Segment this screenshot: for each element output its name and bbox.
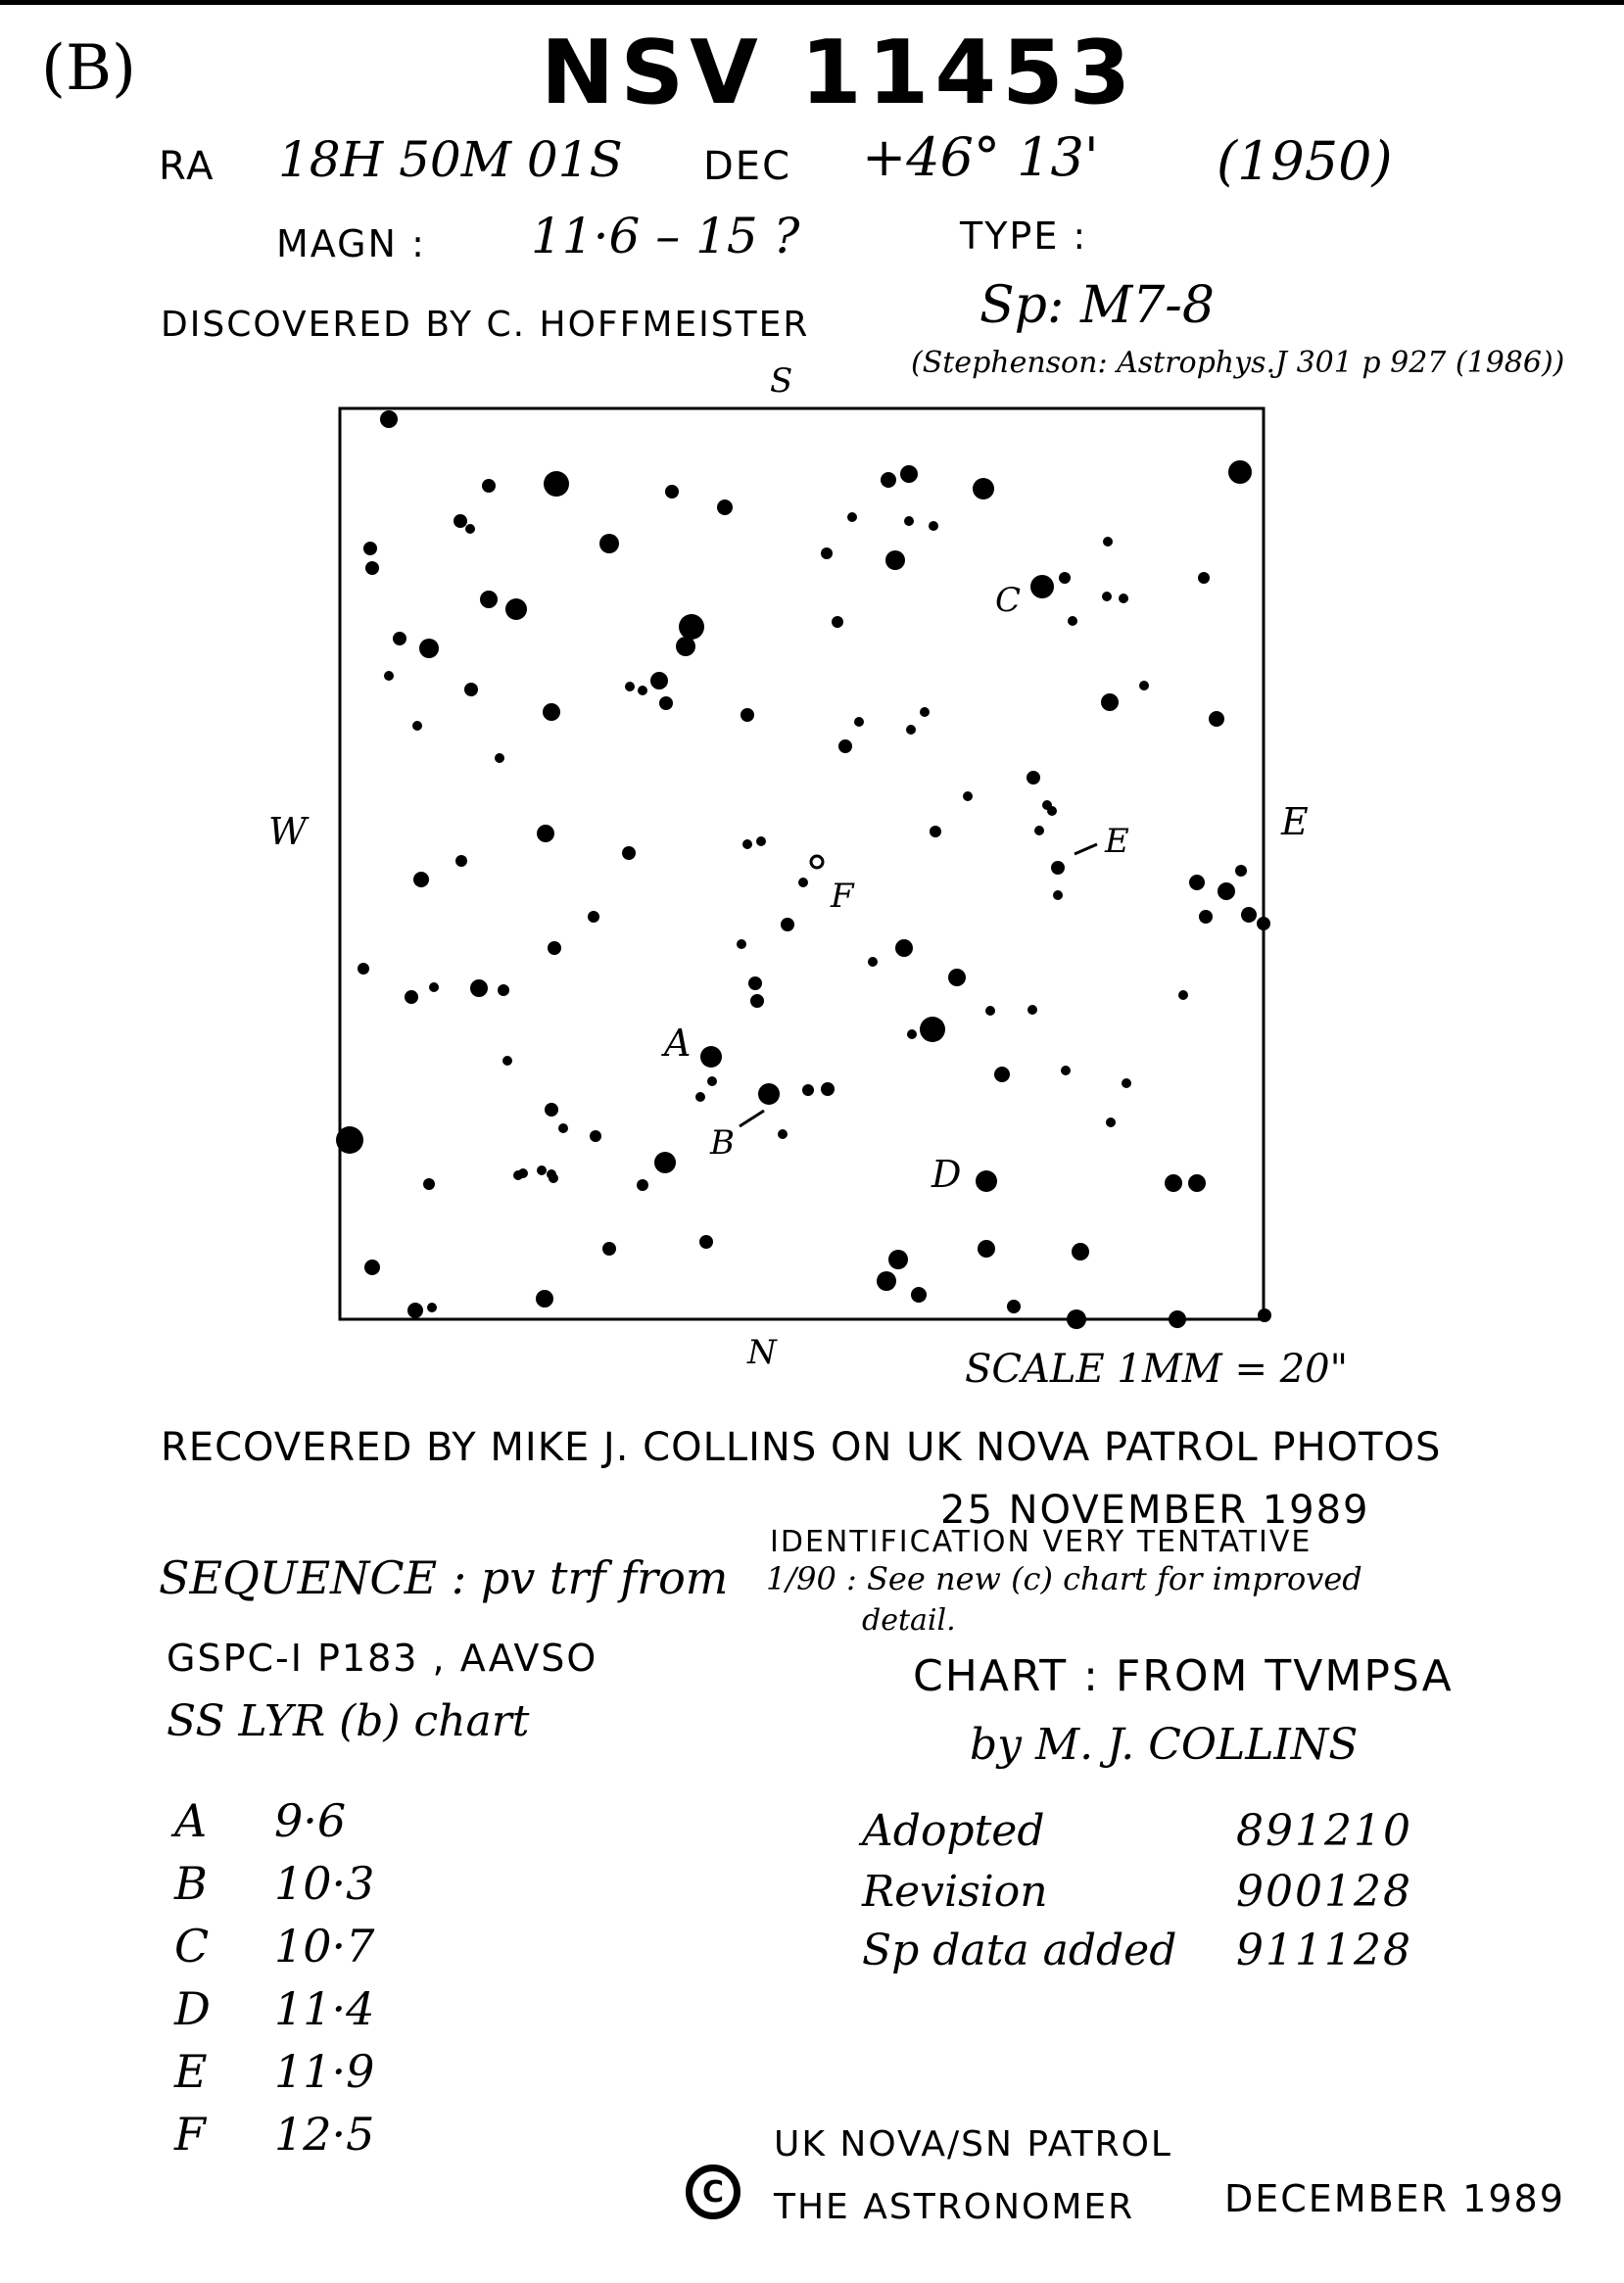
footer-publication: THE ASTRONOMER [774, 2187, 1135, 2227]
star [1072, 1243, 1089, 1260]
star [1178, 990, 1188, 1000]
star [1188, 1174, 1206, 1192]
star [407, 1303, 423, 1318]
star [963, 791, 973, 801]
star [900, 465, 918, 483]
star [904, 516, 914, 526]
star [590, 1130, 601, 1142]
sequence-magnitude: 9·6 [274, 1794, 347, 1847]
star [994, 1067, 1010, 1082]
star [1034, 826, 1044, 835]
star [413, 872, 429, 887]
star [973, 478, 994, 499]
star [1198, 572, 1210, 584]
star [699, 1235, 713, 1249]
star [877, 1271, 896, 1291]
star [602, 1242, 616, 1256]
star [336, 1126, 363, 1154]
copyright-icon: C [686, 2164, 740, 2219]
star [1209, 711, 1224, 727]
star-label-d: D [931, 1153, 962, 1196]
star [929, 521, 938, 531]
magnitude-range: 11·6 – 15 ? [531, 208, 800, 264]
page-title: NSV 11453 [541, 22, 1137, 124]
star [930, 826, 941, 837]
star [1101, 693, 1119, 711]
star [1165, 1174, 1182, 1192]
identification-note: IDENTIFICATION VERY TENTATIVE [770, 1525, 1313, 1559]
star [654, 1152, 676, 1173]
star [1047, 806, 1057, 816]
footer-organisation: UK NOVA/SN PATROL [774, 2124, 1172, 2164]
epoch: (1950) [1217, 130, 1393, 192]
star [1027, 1005, 1037, 1015]
sequence-source-1: SEQUENCE : pv trf from [159, 1551, 729, 1604]
star [429, 982, 439, 992]
star [920, 1017, 945, 1042]
star [1053, 890, 1063, 900]
star [518, 1168, 528, 1178]
star [707, 1076, 717, 1086]
spectrum-reference: (Stephenson: Astrophys.J 301 p 927 (1986)) [911, 346, 1565, 380]
star [482, 479, 496, 493]
star [650, 672, 668, 690]
version-date: 891210 [1236, 1806, 1412, 1856]
chart-scale: SCALE 1MM = 20" [965, 1347, 1348, 1392]
star [758, 1083, 780, 1105]
direction-west: W [268, 810, 308, 853]
spectral-type: Sp: M7-8 [979, 276, 1215, 335]
star [1235, 865, 1247, 877]
star [363, 542, 377, 555]
star [544, 471, 569, 497]
star [1258, 1308, 1271, 1322]
sequence-magnitude: 11·9 [274, 2045, 375, 2098]
star [740, 708, 754, 722]
dec-label: DEC [703, 144, 792, 189]
direction-north: N [747, 1333, 777, 1372]
chart-variant-label: (B) [41, 32, 136, 105]
star [1103, 537, 1113, 547]
magnitude-label: MAGN : [276, 222, 426, 265]
label-leaders [740, 844, 1097, 1126]
star [638, 686, 647, 695]
direction-east: E [1281, 800, 1309, 843]
star [679, 614, 704, 640]
star [781, 918, 794, 931]
star [798, 878, 808, 887]
star [405, 990, 418, 1004]
star [1061, 1066, 1071, 1075]
star [802, 1084, 814, 1096]
star [895, 939, 913, 957]
star [695, 1092, 705, 1102]
star [537, 1165, 547, 1175]
star [907, 1029, 917, 1039]
star [622, 846, 636, 860]
chart-border [340, 408, 1264, 1319]
star [1139, 681, 1149, 690]
star [588, 911, 599, 923]
star [419, 639, 439, 658]
direction-south: S [770, 361, 793, 401]
star [427, 1303, 437, 1312]
star [881, 472, 896, 488]
star [920, 707, 930, 717]
star [1007, 1300, 1021, 1313]
star [948, 969, 966, 986]
star [1059, 572, 1071, 584]
star [911, 1287, 927, 1303]
star [1030, 575, 1054, 598]
star [1102, 592, 1112, 601]
star [423, 1178, 435, 1190]
star [1241, 907, 1257, 923]
version-label: Revision [862, 1867, 1048, 1917]
type-label: TYPE : [960, 214, 1088, 258]
discovered-by: DISCOVERED BY C. HOFFMEISTER [161, 305, 810, 345]
sequence-magnitude: 12·5 [274, 2108, 375, 2161]
sequence-star: C [174, 1920, 210, 1973]
star [1027, 771, 1040, 785]
star [549, 1173, 558, 1183]
star-field [336, 410, 1271, 1329]
star [885, 550, 905, 570]
ra-label: RA [159, 144, 215, 189]
sequence-magnitude: 11·4 [274, 1982, 375, 2035]
star [625, 682, 635, 691]
star [778, 1129, 788, 1139]
star [465, 524, 475, 534]
star [599, 534, 619, 553]
star [502, 1056, 512, 1066]
sequence-star: E [174, 2045, 208, 2098]
star [756, 836, 766, 846]
star-label-e: E [1105, 822, 1129, 861]
star [1169, 1310, 1186, 1328]
star [868, 957, 878, 967]
star [985, 1006, 995, 1016]
star [659, 696, 673, 710]
star [1189, 875, 1205, 890]
star [832, 616, 843, 628]
star [358, 963, 369, 975]
sequence-star: A [174, 1794, 208, 1847]
sequence-magnitude: 10·7 [274, 1920, 375, 1973]
version-date: 911128 [1236, 1926, 1412, 1975]
recovered-date: 25 NOVEMBER 1989 [940, 1488, 1370, 1533]
star [1067, 1309, 1086, 1329]
star [700, 1046, 722, 1068]
sequence-star: D [174, 1982, 211, 2035]
star [480, 591, 498, 608]
star [545, 1103, 558, 1117]
star [748, 976, 762, 990]
star [537, 825, 554, 842]
star-label-a: A [664, 1022, 692, 1065]
star [976, 1170, 997, 1192]
star-label-f: F [831, 877, 854, 916]
revision-note: 1/90 : See new (c) chart for improved [766, 1560, 1362, 1597]
star [717, 499, 733, 515]
version-label: Adopted [862, 1806, 1045, 1856]
star [393, 632, 406, 645]
star [470, 979, 488, 997]
sequence-source-2: GSPC-I P183 , AAVSO [167, 1637, 598, 1680]
version-date: 900128 [1236, 1867, 1412, 1917]
star [384, 671, 394, 681]
star [455, 855, 467, 867]
star [1051, 861, 1065, 875]
dec-value: +46° 13' [862, 126, 1099, 188]
star [838, 739, 852, 753]
star [464, 683, 478, 696]
star [412, 721, 422, 731]
star [365, 561, 379, 575]
chart-source: CHART : FROM TVMPSA [913, 1651, 1454, 1701]
star [821, 1082, 835, 1096]
star [364, 1260, 380, 1275]
star [676, 637, 695, 656]
sequence-magnitude: 10·3 [274, 1857, 375, 1910]
star [821, 547, 833, 559]
star [498, 984, 509, 996]
chart-author: by M. J. COLLINS [970, 1720, 1359, 1770]
star [750, 994, 764, 1008]
star [1218, 882, 1235, 900]
star [495, 753, 504, 763]
star [1228, 460, 1252, 484]
star [888, 1250, 908, 1269]
sequence-star: F [174, 2108, 206, 2161]
variable-star-marker [811, 856, 823, 868]
star [906, 725, 916, 735]
leader-b [740, 1111, 764, 1126]
star [454, 514, 467, 528]
star [380, 410, 398, 428]
star [637, 1179, 648, 1191]
star [854, 717, 864, 727]
star [847, 512, 857, 522]
version-label: Sp data added [862, 1926, 1177, 1975]
star [505, 598, 527, 620]
star [548, 941, 561, 955]
star [742, 839, 752, 849]
star [1119, 594, 1128, 603]
star-label-b: B [710, 1123, 735, 1163]
star [1257, 917, 1270, 930]
star [543, 703, 560, 721]
footer-date: DECEMBER 1989 [1224, 2177, 1565, 2220]
sequence-source-3: SS LYR (b) chart [167, 1696, 530, 1746]
ra-value: 18H 50M 01S [278, 131, 623, 188]
star [1106, 1118, 1116, 1127]
sequence-star: B [174, 1857, 208, 1910]
star [536, 1290, 553, 1308]
star-label-c: C [995, 581, 1022, 620]
star [1068, 616, 1077, 626]
star [558, 1123, 568, 1133]
recovered-by: RECOVERED BY MIKE J. COLLINS ON UK NOVA PATROL PHOTOS [161, 1425, 1442, 1470]
star [978, 1240, 995, 1258]
leader-e [1075, 844, 1097, 854]
star [1122, 1078, 1131, 1088]
revision-note-continued: detail. [862, 1603, 956, 1638]
star [1199, 910, 1213, 924]
star [737, 939, 746, 949]
star [665, 485, 679, 499]
